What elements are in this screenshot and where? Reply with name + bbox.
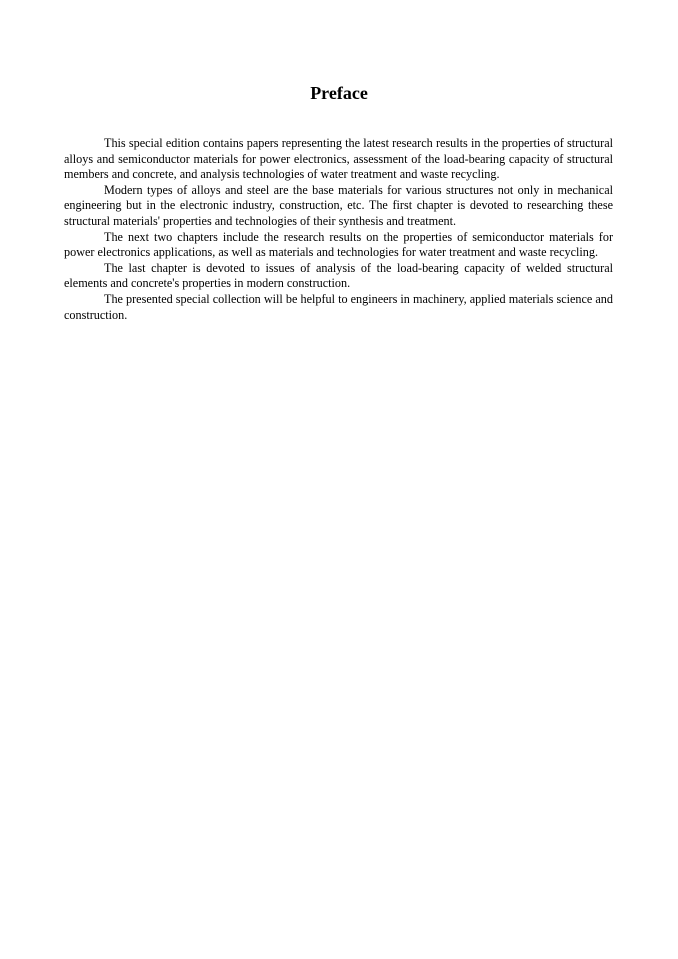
paragraph-1: This special edition contains papers representing the latest research results in the properties of structural alloys and semiconductor materials for power electronics, assessment of the load-bearing capacity of structural members and concrete, and analysis technologies of water treatment and waste recycling. [64,136,613,182]
paragraph-3: The next two chapters include the research results on the properties of semiconductor materials for power electronics applications, as well as materials and technologies for water treatment and waste recycling. [64,229,613,260]
paragraph-2: Modern types of alloys and steel are the base materials for various structures not only in mechanical engineering but in the electronic industry, construction, etc. The first chapter is devoted to researching these structural materials' properties and technologies of their synthesis and treatment. [64,182,613,228]
page-title: Preface [310,83,368,103]
paragraph-5: The presented special collection will be helpful to engineers in machinery, applied materials science and construction. [64,291,613,322]
paragraph-4: The last chapter is devoted to issues of analysis of the load-bearing capacity of welded structural elements and concrete's properties in modern construction. [64,260,613,291]
preface-body [64,136,613,323]
